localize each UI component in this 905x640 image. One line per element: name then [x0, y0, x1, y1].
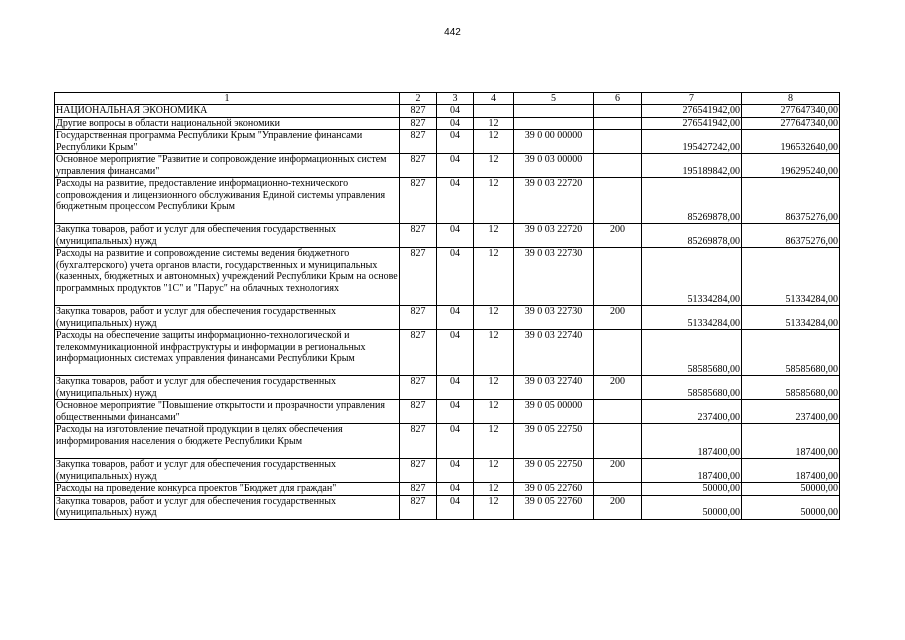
row-gr: 827 — [400, 117, 437, 130]
row-sum2: 187400,00 — [742, 459, 840, 483]
row-csr: 39 0 03 22730 — [514, 306, 594, 330]
row-sum1: 237400,00 — [642, 400, 742, 424]
row-pr: 12 — [474, 117, 514, 130]
row-pr — [474, 105, 514, 118]
row-name: Расходы на изготовление печатной продукции в целях обеспечения информирования населения о бюджете Республики Крым — [55, 424, 400, 459]
row-gr: 827 — [400, 154, 437, 178]
row-rz: 04 — [437, 248, 474, 306]
table-row — [55, 376, 840, 400]
row-sum2: 86375276,00 — [742, 178, 840, 224]
row-vr — [594, 130, 642, 154]
row-pr: 12 — [474, 130, 514, 154]
row-sum1: 85269878,00 — [642, 178, 742, 224]
row-vr — [594, 483, 642, 496]
row-name: Закупка товаров, работ и услуг для обеспечения государственных (муниципальных) нужд — [55, 306, 400, 330]
row-name: Другие вопросы в области национальной экономики — [55, 117, 400, 130]
table-row — [55, 105, 840, 118]
row-vr — [594, 105, 642, 118]
row-sum1: 187400,00 — [642, 459, 742, 483]
row-sum2: 86375276,00 — [742, 224, 840, 248]
row-rz: 04 — [437, 400, 474, 424]
row-gr: 827 — [400, 400, 437, 424]
header-cell: 1 — [55, 93, 400, 105]
row-sum1: 58585680,00 — [642, 376, 742, 400]
row-csr: 39 0 05 22760 — [514, 495, 594, 519]
header-cell: 6 — [594, 93, 642, 105]
row-pr: 12 — [474, 483, 514, 496]
row-rz: 04 — [437, 117, 474, 130]
row-sum1: 50000,00 — [642, 495, 742, 519]
row-rz: 04 — [437, 330, 474, 376]
table-row — [55, 459, 840, 483]
row-sum1: 51334284,00 — [642, 248, 742, 306]
table-row — [55, 306, 840, 330]
page-number: 442 — [444, 27, 461, 38]
row-csr — [514, 117, 594, 130]
row-csr: 39 0 03 22720 — [514, 224, 594, 248]
table-row — [55, 224, 840, 248]
row-pr: 12 — [474, 306, 514, 330]
row-name: Закупка товаров, работ и услуг для обеспечения государственных (муниципальных) нужд — [55, 376, 400, 400]
row-csr: 39 0 00 00000 — [514, 130, 594, 154]
row-sum1: 195427242,00 — [642, 130, 742, 154]
row-sum2: 50000,00 — [742, 495, 840, 519]
table-row — [55, 424, 840, 459]
row-name: Государственная программа Республики Крым "Управление финансами Республики Крым" — [55, 130, 400, 154]
row-rz: 04 — [437, 154, 474, 178]
row-sum2: 187400,00 — [742, 424, 840, 459]
row-name: Основное мероприятие "Развитие и сопровождение информационных систем управления финансами" — [55, 154, 400, 178]
row-name: Закупка товаров, работ и услуг для обеспечения государственных (муниципальных) нужд — [55, 495, 400, 519]
row-rz: 04 — [437, 424, 474, 459]
table-row — [55, 248, 840, 306]
row-name: Закупка товаров, работ и услуг для обеспечения государственных (муниципальных) нужд — [55, 459, 400, 483]
header-cell: 7 — [642, 93, 742, 105]
row-vr — [594, 424, 642, 459]
header-cell: 8 — [742, 93, 840, 105]
row-csr: 39 0 03 22740 — [514, 376, 594, 400]
row-vr: 200 — [594, 224, 642, 248]
row-name: НАЦИОНАЛЬНАЯ ЭКОНОМИКА — [55, 105, 400, 118]
row-name: Расходы на развитие и сопровождение системы ведения бюджетного (бухгалтерского) учета органов власти, государственных и муниципальных (казенных, бюджетных и автономных) учреждений Республики Крым на основе программных продуктов "1С" и "Парус" на облачных технологиях — [55, 248, 400, 306]
row-gr: 827 — [400, 130, 437, 154]
row-gr: 827 — [400, 224, 437, 248]
row-csr: 39 0 03 22740 — [514, 330, 594, 376]
row-vr: 200 — [594, 306, 642, 330]
row-sum1: 50000,00 — [642, 483, 742, 496]
row-rz: 04 — [437, 459, 474, 483]
table-row — [55, 130, 840, 154]
row-rz: 04 — [437, 483, 474, 496]
row-pr: 12 — [474, 459, 514, 483]
row-gr: 827 — [400, 376, 437, 400]
row-sum1: 195189842,00 — [642, 154, 742, 178]
header-cell: 3 — [437, 93, 474, 105]
row-name: Основное мероприятие "Повышение открытости и прозрачности управления общественными финансами" — [55, 400, 400, 424]
row-rz: 04 — [437, 105, 474, 118]
row-sum2: 237400,00 — [742, 400, 840, 424]
row-vr: 200 — [594, 495, 642, 519]
row-gr: 827 — [400, 248, 437, 306]
row-rz: 04 — [437, 130, 474, 154]
row-csr: 39 0 05 00000 — [514, 400, 594, 424]
row-name: Расходы на развитие, предоставление информационно-технического сопровождения и лицензионного обслуживания Единой системы управления бюджетным процессом Республики Крым — [55, 178, 400, 224]
row-sum2: 196532640,00 — [742, 130, 840, 154]
row-sum2: 50000,00 — [742, 483, 840, 496]
row-sum1: 187400,00 — [642, 424, 742, 459]
row-rz: 04 — [437, 306, 474, 330]
row-gr: 827 — [400, 483, 437, 496]
header-cell: 4 — [474, 93, 514, 105]
row-name: Закупка товаров, работ и услуг для обеспечения государственных (муниципальных) нужд — [55, 224, 400, 248]
row-vr — [594, 154, 642, 178]
row-vr: 200 — [594, 459, 642, 483]
row-gr: 827 — [400, 105, 437, 118]
row-name: Расходы на обеспечение защиты информационно-технологической и телекоммуникационной инфраструктуры и информации в региональных информационных системах управления финансами Республики Крым — [55, 330, 400, 376]
row-rz: 04 — [437, 376, 474, 400]
row-rz: 04 — [437, 178, 474, 224]
row-csr: 39 0 03 22720 — [514, 178, 594, 224]
row-sum2: 51334284,00 — [742, 306, 840, 330]
table-row — [55, 400, 840, 424]
row-gr: 827 — [400, 306, 437, 330]
row-pr: 12 — [474, 376, 514, 400]
row-pr: 12 — [474, 424, 514, 459]
row-sum2: 277647340,00 — [742, 105, 840, 118]
row-pr: 12 — [474, 248, 514, 306]
row-gr: 827 — [400, 424, 437, 459]
row-sum1: 276541942,00 — [642, 105, 742, 118]
row-rz: 04 — [437, 495, 474, 519]
header-row — [55, 93, 840, 105]
row-vr — [594, 330, 642, 376]
row-sum2: 58585680,00 — [742, 330, 840, 376]
budget-table — [54, 92, 840, 520]
row-sum1: 58585680,00 — [642, 330, 742, 376]
row-pr: 12 — [474, 495, 514, 519]
row-vr — [594, 117, 642, 130]
row-csr — [514, 105, 594, 118]
row-csr: 39 0 03 22730 — [514, 248, 594, 306]
row-sum1: 276541942,00 — [642, 117, 742, 130]
header-cell: 5 — [514, 93, 594, 105]
header-cell: 2 — [400, 93, 437, 105]
row-pr: 12 — [474, 178, 514, 224]
row-gr: 827 — [400, 330, 437, 376]
row-gr: 827 — [400, 459, 437, 483]
table-row — [55, 330, 840, 376]
row-vr — [594, 400, 642, 424]
table-row — [55, 495, 840, 519]
row-vr: 200 — [594, 376, 642, 400]
row-sum1: 51334284,00 — [642, 306, 742, 330]
row-pr: 12 — [474, 154, 514, 178]
row-gr: 827 — [400, 495, 437, 519]
row-pr: 12 — [474, 224, 514, 248]
row-csr: 39 0 05 22750 — [514, 459, 594, 483]
row-sum1: 85269878,00 — [642, 224, 742, 248]
row-sum2: 51334284,00 — [742, 248, 840, 306]
row-csr: 39 0 03 00000 — [514, 154, 594, 178]
row-vr — [594, 248, 642, 306]
row-pr: 12 — [474, 330, 514, 376]
row-pr: 12 — [474, 400, 514, 424]
row-name: Расходы на проведение конкурса проектов "Бюджет для граждан" — [55, 483, 400, 496]
row-sum2: 196295240,00 — [742, 154, 840, 178]
row-csr: 39 0 05 22760 — [514, 483, 594, 496]
row-sum2: 58585680,00 — [742, 376, 840, 400]
row-gr: 827 — [400, 178, 437, 224]
row-csr: 39 0 05 22750 — [514, 424, 594, 459]
table-row — [55, 178, 840, 224]
table-row — [55, 117, 840, 130]
row-rz: 04 — [437, 224, 474, 248]
row-vr — [594, 178, 642, 224]
table-row — [55, 154, 840, 178]
row-sum2: 277647340,00 — [742, 117, 840, 130]
table-row — [55, 483, 840, 496]
